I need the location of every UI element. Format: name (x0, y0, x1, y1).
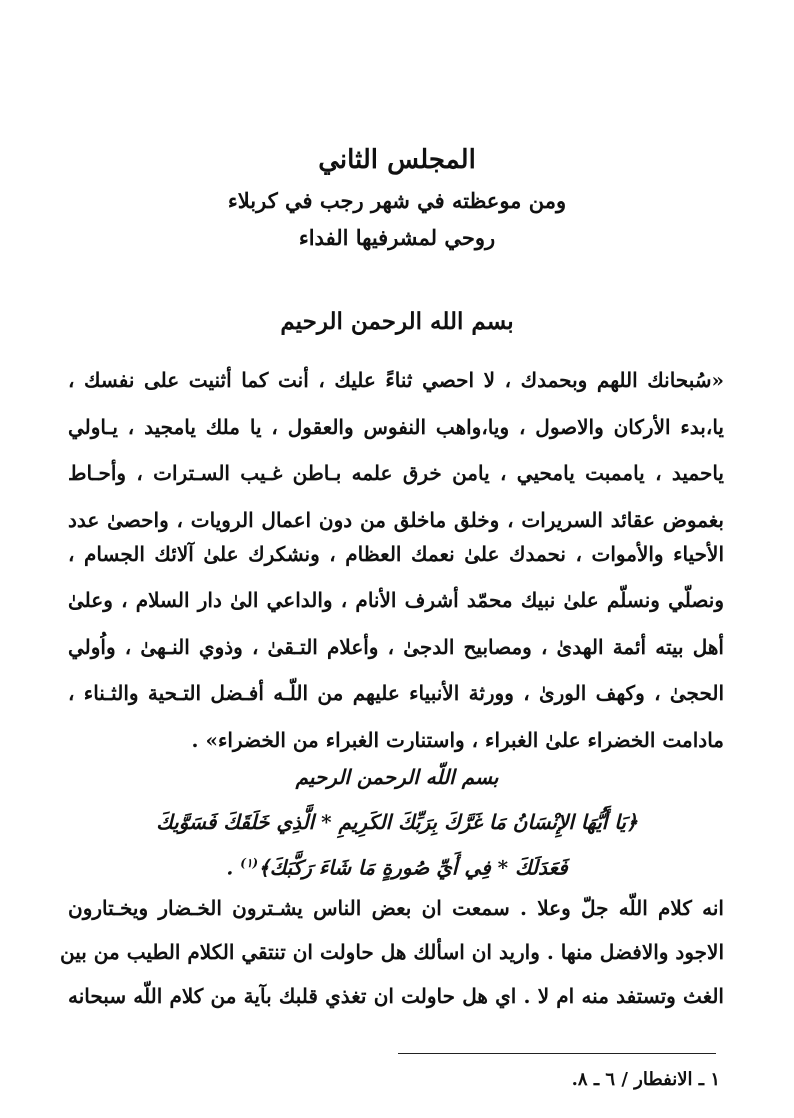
footnote-separator (398, 1053, 716, 1054)
paragraph-2-line: انه كلام اللّه جلّ وعلا . سمعت ان بعض الناس يشـترون الخـضار ويخـتارون (68, 896, 724, 920)
paragraph-1-line: الأحياء والأموات ، نحمدك علىٰ نعمك العظام ، ونشكرك علىٰ آلائك الجسام ، (68, 542, 724, 566)
footnote-text: ١ ـ الانفطار / ٦ ـ ٨. (571, 1069, 720, 1090)
chapter-dedication: روحي لمشرفيها الفداء (298, 225, 496, 250)
paragraph-1-line: أهل بيته أئمة الهدىٰ ، ومصابيح الدجىٰ ، وأعلام التـقىٰ ، وذوي النـهىٰ ، واُولي (68, 635, 724, 659)
verse-end-punctuation: . (226, 855, 241, 880)
quran-verse-line: ﴿يَا أَيُّهَا الإِنْسَانُ مَا غَرَّكَ بِرَبِّكَ الكَرِيمِ * الَّذِي خَلَقَكَ فَسَوَّيكَ (156, 810, 638, 834)
quran-verse-line (0, 849, 794, 882)
quran-verse-text: فَعَدَلَكَ * فِي أَيِّ صُورةٍ مَا شَاءَ رَكَّبَكَ﴾ (258, 855, 568, 880)
paragraph-1-line: ياحميد ، ياممبت يامحيي ، يامن خرق علمه بـاطن غـيب السـترات ، وأحـاط (68, 461, 724, 485)
quran-basmala: بسم اللّه الرحمن الرحيم (295, 765, 499, 789)
paragraph-1-line: الحجىٰ ، وكهف الورىٰ ، وورثة الأنبياء عليهم من اللّـه أفـضل التـحية والثـناء ، (68, 681, 724, 705)
chapter-subtitle: ومن موعظته في شهر رجب في كربلاء (227, 188, 567, 213)
paragraph-1-line: يا،بدء الأركان والاصول ، ويا،واهب النفوس والعقول ، يا ملك يامجيد ، يـاولي (68, 415, 724, 439)
footnote-marker: (١) (240, 856, 259, 870)
chapter-title: المجلس الثاني (318, 145, 476, 175)
paragraph-2-line: الغث وتستفد منه ام لا . اي هل حاولت ان تغذي قلبك بآية من كلام اللّه سبحانه (68, 984, 724, 1008)
basmala-heading: بسم الله الرحمن الرحيم (280, 308, 514, 335)
paragraph-2-line: الاجود والافضل منها . واريد ان اسألك هل حاولت ان تنتقي الكلام الطيب من بين (60, 940, 724, 964)
paragraph-1-line: مادامت الخضراء علىٰ الغبراء ، واستنارت الغبراء من الخضراء» . (191, 728, 724, 752)
paragraph-1-line: ونصلّي ونسلّم علىٰ نبيك محمّد أشرف الأنام ، والداعي الىٰ دار السلام ، وعلىٰ (68, 588, 724, 612)
paragraph-1-line: بغموض عقائد السريرات ، وخلق ماخلق من دون اعمال الرويات ، واحصىٰ عدد (68, 508, 724, 532)
paragraph-1-line: «سُبحانك اللهم وبحمدك ، لا احصي ثناءً عليك ، أنت كما أثنيت على نفسك ، (68, 368, 724, 392)
